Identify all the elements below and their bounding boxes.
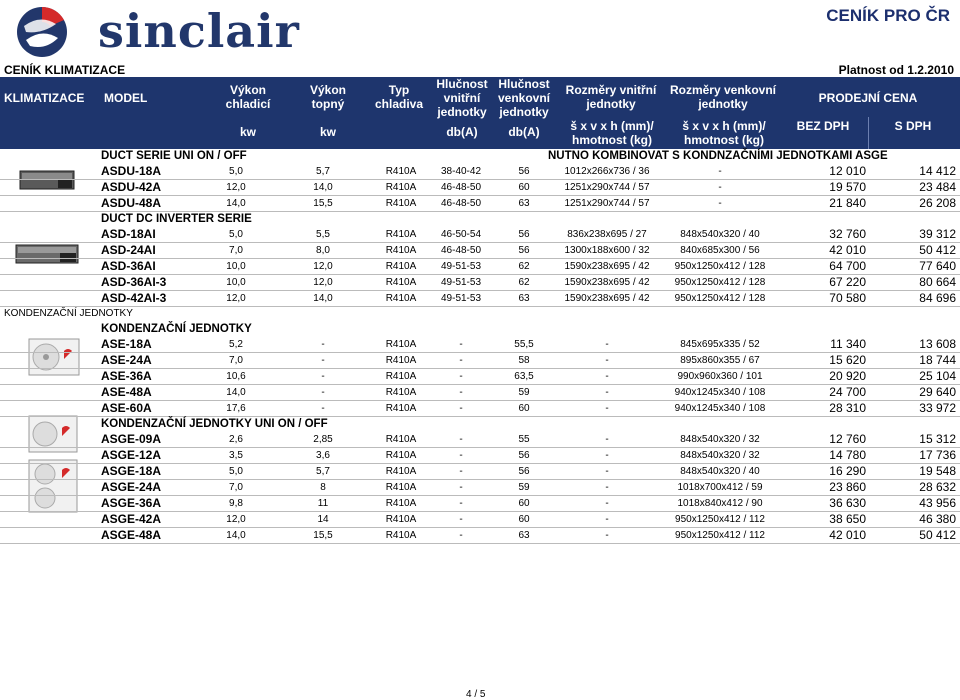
table-cell: 60	[518, 403, 530, 414]
table-cell: -	[459, 434, 463, 445]
table-cell: -	[605, 450, 609, 461]
table-cell: 1012x266x736 / 36	[564, 166, 650, 177]
table-cell: 1251x290x744 / 57	[564, 182, 650, 193]
table-cell: 14,0	[313, 182, 333, 193]
model-cell: ASE-36A	[101, 369, 152, 383]
table-cell: 62	[518, 261, 530, 272]
table-cell: 60	[518, 182, 530, 193]
table-cell: 15,5	[313, 530, 333, 541]
table-cell: 14,0	[226, 198, 246, 209]
table-cell: 63	[518, 293, 530, 304]
table-row	[0, 196, 960, 212]
table-cell: 55	[518, 434, 530, 445]
table-cell: 43 956	[919, 496, 956, 510]
table-cell: 950x1250x412 / 128	[674, 261, 766, 272]
table-cell: 56	[518, 466, 530, 477]
section-label: KONDENZAČNÍ JEDNOTKY	[4, 308, 133, 319]
header-unit-db-1: db(A)	[446, 125, 478, 139]
section-label: KONDENZAČNÍ JEDNOTKY	[101, 323, 252, 335]
table-cell: 59	[518, 482, 530, 493]
table-cell: 1590x238x695 / 42	[564, 293, 650, 304]
model-cell: ASDU-48A	[101, 196, 162, 210]
model-cell: ASD-42AI-3	[101, 291, 167, 305]
table-cell: 3,6	[316, 450, 330, 461]
table-cell: -	[605, 371, 609, 382]
table-cell: 13 608	[919, 337, 956, 351]
table-cell: 24 700	[829, 385, 866, 399]
model-cell: ASGE-48A	[101, 528, 162, 542]
section-header	[0, 322, 960, 337]
sinclair-logo	[6, 4, 300, 60]
table-cell: -	[459, 371, 463, 382]
table-cell: 848x540x320 / 32	[680, 434, 760, 445]
table-cell: 14,0	[226, 530, 246, 541]
table-cell: 12 010	[829, 164, 866, 178]
table-cell: R410A	[385, 530, 417, 541]
table-cell: -	[321, 371, 325, 382]
table-cell: 14	[317, 514, 329, 525]
table-cell: 46-48-50	[440, 198, 482, 209]
table-cell: 32 760	[829, 227, 866, 241]
table-cell: -	[605, 434, 609, 445]
table-cell: 26 208	[919, 196, 956, 210]
table-cell: 836x238x695 / 27	[567, 229, 647, 240]
header-dim-2: š x v x h (mm)/ hmotnost (kg)	[682, 119, 766, 147]
doc-title: CENÍK PRO ČR	[826, 6, 950, 25]
table-cell: 56	[518, 229, 530, 240]
table-cell: 848x540x320 / 40	[680, 229, 760, 240]
page-number: 4 / 5	[466, 689, 486, 700]
table-row	[0, 291, 960, 307]
table-cell: -	[605, 339, 609, 350]
table-cell: 8,0	[316, 245, 330, 256]
table-cell: R410A	[385, 434, 417, 445]
table-cell: 23 484	[919, 180, 956, 194]
table-cell: R410A	[385, 371, 417, 382]
model-cell: ASGE-09A	[101, 432, 162, 446]
table-row	[0, 401, 960, 417]
table-row	[0, 464, 960, 480]
table-cell: 20 920	[829, 369, 866, 383]
table-row	[0, 496, 960, 512]
table-cell: 55,5	[514, 339, 534, 350]
table-cell: 67 220	[829, 275, 866, 289]
table-cell: 38 650	[829, 512, 866, 526]
table-cell: 58	[518, 355, 530, 366]
table-cell: 46-48-50	[440, 182, 482, 193]
header-prodejni-cena: PRODEJNÍ CENA	[818, 91, 918, 105]
table-cell: 56	[518, 245, 530, 256]
table-cell: -	[718, 166, 722, 177]
table-cell: -	[321, 403, 325, 414]
price-table	[0, 149, 960, 544]
table-cell: R410A	[385, 403, 417, 414]
table-cell: 940x1245x340 / 108	[674, 387, 766, 398]
table-cell: 56	[518, 166, 530, 177]
table-cell: -	[459, 387, 463, 398]
table-cell: 50 412	[919, 243, 956, 257]
model-cell: ASE-60A	[101, 401, 152, 415]
table-row	[0, 164, 960, 180]
header-dim-1: š x v x h (mm)/ hmotnost (kg)	[570, 119, 654, 147]
section-label: KONDENZAČNÍ JEDNOTKY UNI ON / OFF	[101, 418, 328, 430]
table-row	[0, 512, 960, 528]
table-cell: 2,85	[313, 434, 333, 445]
table-cell: 12,0	[226, 182, 246, 193]
table-cell: 19 548	[919, 464, 956, 478]
table-cell: 9,8	[229, 498, 243, 509]
header-s-dph: S DPH	[894, 119, 932, 133]
table-cell: R410A	[385, 498, 417, 509]
table-cell: 46 380	[919, 512, 956, 526]
table-cell: -	[459, 466, 463, 477]
table-cell: 60	[518, 498, 530, 509]
table-cell: R410A	[385, 198, 417, 209]
table-cell: 10,0	[226, 277, 246, 288]
table-cell: 56	[518, 450, 530, 461]
header-rozmery-vnitrni: Rozměry vnitřní jednotky	[565, 83, 657, 111]
table-cell: 60	[518, 514, 530, 525]
table-cell: -	[321, 387, 325, 398]
table-row	[0, 432, 960, 448]
table-header	[0, 77, 960, 149]
table-row	[0, 180, 960, 196]
section-note: NUTNO KOMBINOVAT S KONDNZAČNÍMI JEDNOTKAMI ASGE	[548, 150, 888, 162]
table-cell: 1590x238x695 / 42	[564, 261, 650, 272]
model-cell: ASE-48A	[101, 385, 152, 399]
table-cell: 12,0	[226, 514, 246, 525]
table-cell: 29 640	[919, 385, 956, 399]
table-cell: 5,0	[229, 166, 243, 177]
section-header	[0, 149, 960, 164]
model-cell: ASD-36AI-3	[101, 275, 167, 289]
table-cell: 5,7	[316, 166, 330, 177]
table-cell: 15 312	[919, 432, 956, 446]
section-label: DUCT DC INVERTER SERIE	[101, 213, 252, 225]
table-cell: 46-48-50	[440, 245, 482, 256]
model-cell: ASGE-12A	[101, 448, 162, 462]
table-cell: 21 840	[829, 196, 866, 210]
table-cell: 14 412	[919, 164, 956, 178]
model-cell: ASGE-42A	[101, 512, 162, 526]
table-cell: 950x1250x412 / 112	[675, 514, 765, 525]
table-cell: R410A	[385, 466, 417, 477]
table-cell: 950x1250x412 / 128	[674, 277, 766, 288]
header-typ-chladiva: Typ chladiva	[374, 83, 424, 111]
header-rozmery-venkovni: Rozměry venkovní jednotky	[669, 83, 777, 111]
table-cell: 16 290	[829, 464, 866, 478]
table-cell: 14,0	[226, 387, 246, 398]
table-cell: 848x540x320 / 40	[680, 466, 760, 477]
table-cell: 12,0	[226, 293, 246, 304]
table-row	[0, 227, 960, 243]
table-cell: 62	[518, 277, 530, 288]
section-header	[0, 212, 960, 227]
table-cell: R410A	[385, 166, 417, 177]
table-cell: 49-51-53	[440, 277, 482, 288]
table-cell: 3,5	[229, 450, 243, 461]
header-bez-dph: BEZ DPH	[796, 119, 850, 133]
table-cell: 23 860	[829, 480, 866, 494]
brand-name: sinclair	[98, 4, 300, 58]
table-cell: -	[718, 182, 722, 193]
table-cell: 15 620	[829, 353, 866, 367]
table-cell: -	[605, 530, 609, 541]
table-cell: 895x860x355 / 67	[680, 355, 760, 366]
table-cell: 70 580	[829, 291, 866, 305]
table-cell: 12,0	[313, 277, 333, 288]
table-row	[0, 528, 960, 544]
header-vykon-chladici: Výkon chladicí	[225, 83, 271, 111]
table-cell: 2,6	[229, 434, 243, 445]
table-row	[0, 385, 960, 401]
table-row	[0, 275, 960, 291]
table-cell: -	[605, 387, 609, 398]
header-unit-kw-1: kw	[239, 125, 256, 139]
table-cell: R410A	[385, 387, 417, 398]
table-cell: 59	[518, 387, 530, 398]
table-cell: 28 632	[919, 480, 956, 494]
table-cell: 77 640	[919, 259, 956, 273]
table-cell: -	[459, 482, 463, 493]
table-cell: -	[459, 339, 463, 350]
table-cell: 42 010	[829, 528, 866, 542]
table-cell: 11 340	[830, 337, 866, 351]
table-cell: 12,0	[313, 261, 333, 272]
table-row	[0, 448, 960, 464]
table-cell: R410A	[385, 482, 417, 493]
table-row	[0, 259, 960, 275]
section-header	[0, 417, 960, 432]
table-cell: 848x540x320 / 32	[680, 450, 760, 461]
table-cell: R410A	[385, 245, 417, 256]
table-cell: -	[321, 339, 325, 350]
table-cell: R410A	[385, 261, 417, 272]
table-cell: 8	[320, 482, 326, 493]
table-cell: 5,7	[316, 466, 330, 477]
table-cell: 7,0	[229, 482, 243, 493]
sinclair-emblem-icon	[6, 4, 92, 60]
header-unit-db-2: db(A)	[508, 125, 540, 139]
table-cell: R410A	[385, 514, 417, 525]
table-cell: R410A	[385, 277, 417, 288]
section-label: DUCT SERIE UNI ON / OFF	[101, 150, 247, 162]
table-cell: 845x695x335 / 52	[680, 339, 760, 350]
model-cell: ASDU-18A	[101, 164, 162, 178]
table-cell: -	[459, 514, 463, 525]
table-cell: 33 972	[919, 401, 956, 415]
table-cell: 80 664	[919, 275, 956, 289]
table-cell: 940x1245x340 / 108	[674, 403, 766, 414]
table-cell: 840x685x300 / 56	[680, 245, 760, 256]
model-cell: ASD-36AI	[101, 259, 156, 273]
table-cell: 84 696	[919, 291, 956, 305]
model-cell: ASGE-36A	[101, 496, 162, 510]
header-model: MODEL	[104, 91, 148, 105]
table-cell: 15,5	[313, 198, 333, 209]
table-cell: 28 310	[829, 401, 866, 415]
table-cell: 950x1250x412 / 112	[675, 530, 765, 541]
table-cell: 5,5	[316, 229, 330, 240]
table-cell: 1018x840x412 / 90	[677, 498, 763, 509]
table-cell: 10,0	[226, 261, 246, 272]
table-cell: 1251x290x744 / 57	[564, 198, 650, 209]
table-cell: 17 736	[919, 448, 956, 462]
table-cell: 1018x700x412 / 59	[677, 482, 763, 493]
table-cell: -	[459, 530, 463, 541]
table-cell: -	[605, 355, 609, 366]
table-cell: 7,0	[229, 245, 243, 256]
table-cell: -	[605, 466, 609, 477]
table-cell: -	[321, 355, 325, 366]
table-cell: -	[605, 403, 609, 414]
table-cell: -	[718, 198, 722, 209]
model-cell: ASD-18AI	[101, 227, 156, 241]
table-cell: 5,0	[229, 229, 243, 240]
table-cell: 42 010	[829, 243, 866, 257]
table-row	[0, 243, 960, 259]
model-cell: ASE-18A	[101, 337, 152, 351]
table-cell: -	[605, 482, 609, 493]
table-cell: -	[605, 514, 609, 525]
subtitle: CENÍK KLIMATIZACE	[4, 63, 126, 77]
header-vykon-topny: Výkon topný	[309, 83, 346, 111]
table-cell: 990x960x360 / 101	[677, 371, 763, 382]
table-row	[0, 369, 960, 385]
table-cell: 39 312	[919, 227, 956, 241]
table-cell: 1300x188x600 / 32	[564, 245, 650, 256]
header-klimatizace: KLIMATIZACE	[4, 91, 85, 105]
header-unit-kw-2: kw	[319, 125, 336, 139]
table-cell: 14,0	[313, 293, 333, 304]
table-cell: 64 700	[829, 259, 866, 273]
section-header	[0, 307, 960, 322]
table-cell: 49-51-53	[440, 293, 482, 304]
model-cell: ASGE-18A	[101, 464, 162, 478]
table-cell: 18 744	[919, 353, 956, 367]
table-cell: 36 630	[829, 496, 866, 510]
table-cell: 50 412	[919, 528, 956, 542]
table-cell: 63,5	[514, 371, 534, 382]
table-cell: 25 104	[919, 369, 956, 383]
table-cell: R410A	[385, 293, 417, 304]
table-cell: -	[605, 498, 609, 509]
model-cell: ASDU-42A	[101, 180, 162, 194]
header-hlucnost-vnitrni: Hlučnost vnitřní jednotky	[436, 77, 488, 119]
table-cell: 19 570	[829, 180, 866, 194]
table-cell: 1590x238x695 / 42	[564, 277, 650, 288]
table-cell: 46-50-54	[440, 229, 482, 240]
header-hlucnost-venkovni: Hlučnost venkovní jednotky	[497, 77, 551, 119]
table-cell: 5,0	[229, 466, 243, 477]
table-cell: -	[459, 498, 463, 509]
table-cell: -	[459, 403, 463, 414]
table-cell: 14 780	[829, 448, 866, 462]
table-cell: 950x1250x412 / 128	[674, 293, 766, 304]
validity: Platnost od 1.2.2010	[838, 63, 954, 77]
model-cell: ASE-24A	[101, 353, 152, 367]
model-cell: ASGE-24A	[101, 480, 162, 494]
table-cell: 49-51-53	[440, 261, 482, 272]
table-cell: R410A	[385, 229, 417, 240]
table-cell: 10,6	[226, 371, 246, 382]
table-cell: 63	[518, 198, 530, 209]
table-cell: -	[459, 355, 463, 366]
table-cell: 5,2	[229, 339, 243, 350]
model-cell: ASD-24AI	[101, 243, 156, 257]
table-cell: -	[459, 450, 463, 461]
table-row	[0, 337, 960, 353]
table-cell: R410A	[385, 450, 417, 461]
table-cell: 7,0	[229, 355, 243, 366]
table-cell: 17,6	[226, 403, 246, 414]
table-cell: 11	[317, 498, 329, 509]
table-row	[0, 480, 960, 496]
table-cell: 63	[518, 530, 530, 541]
table-row	[0, 353, 960, 369]
table-cell: 38-40-42	[440, 166, 482, 177]
table-cell: R410A	[385, 355, 417, 366]
table-cell: R410A	[385, 339, 417, 350]
table-cell: R410A	[385, 182, 417, 193]
table-cell: 12 760	[829, 432, 866, 446]
